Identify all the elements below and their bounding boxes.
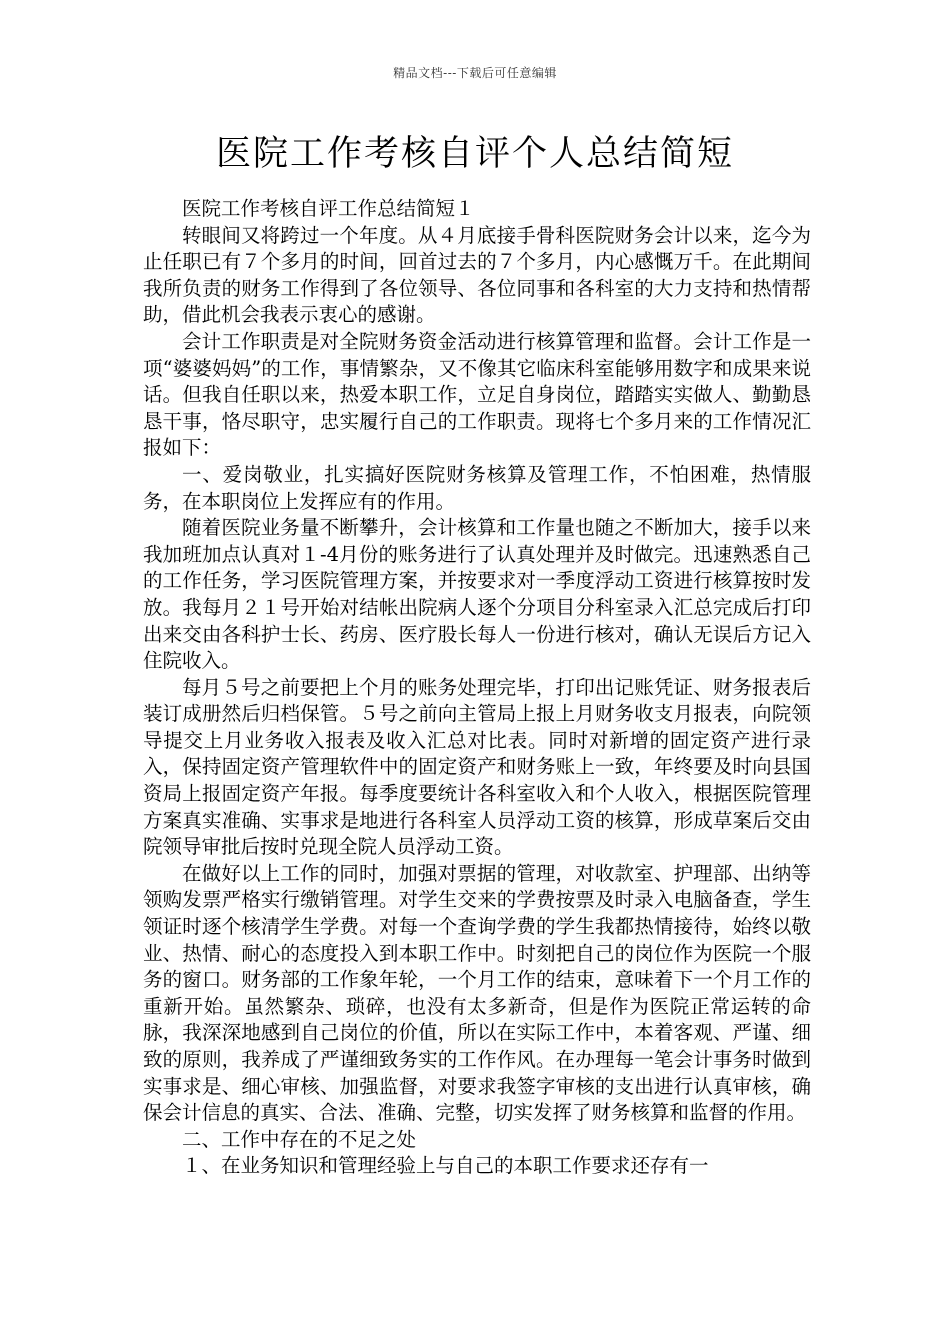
document-title: 医院工作考核自评个人总结简短 [215, 134, 734, 174]
paragraph: 会计工作职责是对全院财务资金活动进行核算管理和监督。会计工作是一项“婆婆妈妈”的工作，事情繁杂，又不像其它临床科室能够用数字和成果来说话。但我自任职以来，热爱本职工作，立足自身岗位，踏踏实实做人、勤勤恳恳干事，恪尽职守，忠实履行自己的工作职责。现将七个多月来的工作情况汇报如下： [143, 329, 811, 460]
paragraph: １、在业务知识和管理经验上与自己的本职工作要求还存有一 [182, 1154, 709, 1178]
section-heading: 二、工作中存在的不足之处 [182, 1127, 417, 1151]
paragraph: 在做好以上工作的同时，加强对票据的管理，对收款室、护理部、出纳等领购发票严格实行缴销管理。对学生交来的学费按票及时录入电脑备查，学生领证时逐个核清学生学费。对每一个查询学费的学生我都热情接待，始终以敬业、热情、耐心的态度投入到本职工作中。时刻把自己的岗位作为医院一个服务的窗口。财务部的工作象年轮，一个月工作的结束，意味着下一个月工作的重新开始。虽然繁杂、琐碎，也没有太多新奇，但是作为医院正常运转的命脉，我深深地感到自己岗位的价值，所以在实际工作中，本着客观、严谨、细致的原则，我养成了严谨细致务实的工作作风。在办理每一笔会计事务时做到实事求是、细心审核、加强监督，对要求我签字审核的支出进行认真审核，确保会计信息的真实、合法、准确、完整，切实发挥了财务核算和监督的作用。 [143, 861, 811, 1125]
paragraph: 一、爱岗敬业，扎实搞好医院财务核算及管理工作，不怕困难，热情服务，在本职岗位上发挥应有的作用。 [143, 462, 811, 513]
document-body [143, 196, 811, 1180]
paragraph: 随着医院业务量不断攀升，会计核算和工作量也随之不断加大，接手以来我加班加点认真对１-4月份的账务进行了认真处理并及时做完。迅速熟悉自己的工作任务，学习医院管理方案，并按要求对一季度浮动工资进行核算按时发放。我每月２１号开始对结帐出院病人逐个分项目分科室录入汇总完成后打印出来交由各科护士长、药房、医疗股长每人一份进行核对，确认无误后方记入住院收入。 [143, 516, 811, 673]
paragraph: 转眼间又将跨过一个年度。从４月底接手骨科医院财务会计以来，迄今为止任职已有７个多月的时间，回首过去的７个多月，内心感慨万千。在此期间我所负责的财务工作得到了各位领导、各位同事和各科室的大力支持和热情帮助，借此机会我表示衷心的感谢。 [143, 223, 811, 327]
section-heading: 医院工作考核自评工作总结简短１ [182, 197, 475, 220]
paragraph: 每月５号之前要把上个月的账务处理完毕，打印出记账凭证、财务报表后装订成册然后归档保管。５号之前向主管局上报上月财务收支月报表，向院领导提交上月业务收入报表及收入汇总对比表。同时对新增的固定资产进行录入，保持固定资产管理软件中的固定资产和财务账上一致，年终要及时向县国资局上报固定资产年报。每季度要统计各科室收入和个人收入，根据医院管理方案真实准确、实事求是地进行各科室人员浮动工资的核算，形成草案后交由院领导审批后按时兑现全院人员浮动工资。 [143, 675, 811, 859]
header-note: 精品文档---下载后可任意编辑 [393, 66, 557, 80]
